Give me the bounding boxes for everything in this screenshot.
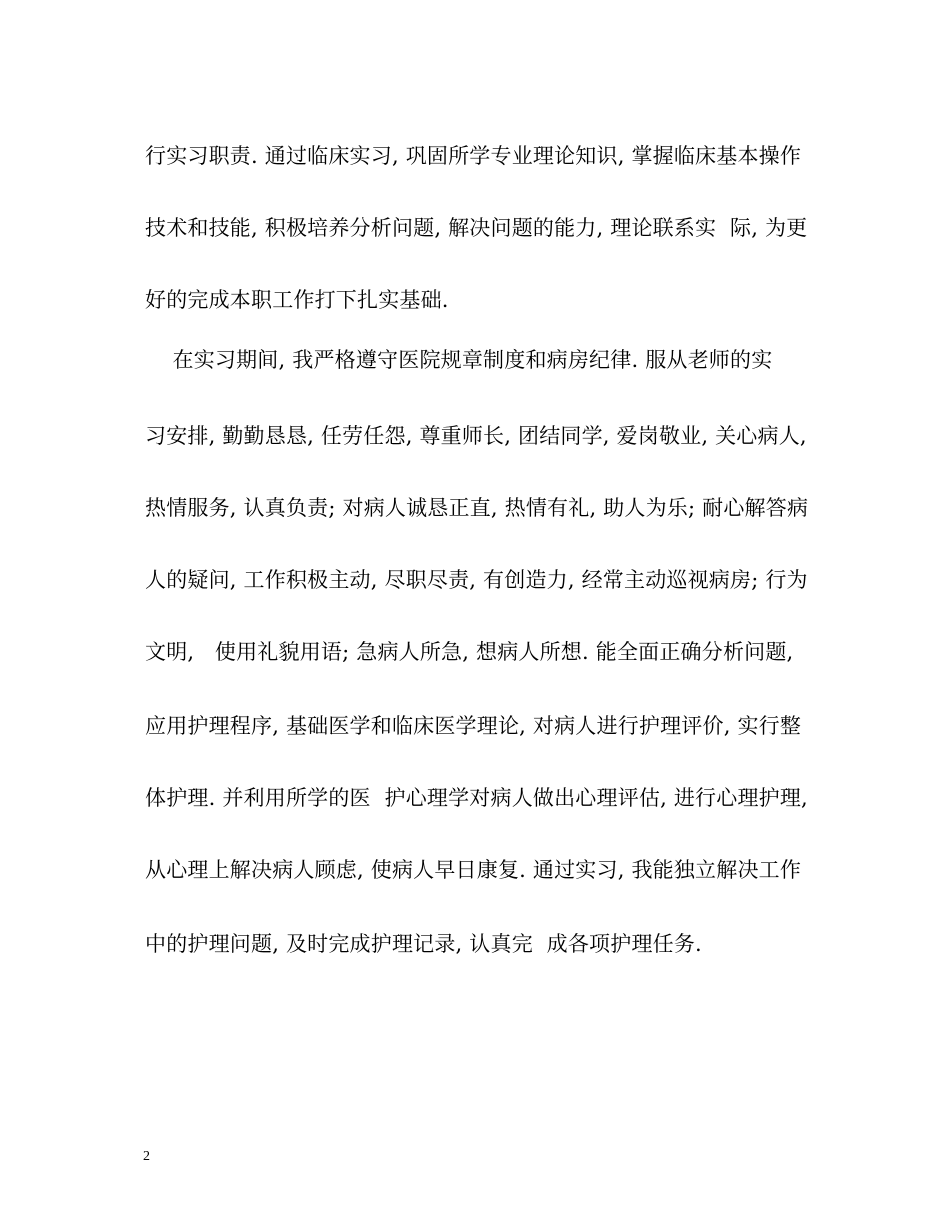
text-line-6: 热情服务, 认真负责; 对病人诚恳正直, 热情有礼, 助人为乐; 耐心解答病 — [145, 496, 809, 520]
text-line-11: 从心理上解决病人顾虑, 使病人早日康复. 通过实习, 我能独立解决工作 — [145, 858, 802, 882]
text-line-12: 中的护理问题, 及时完成护理记录, 认真完 成各项护理任务. — [145, 932, 702, 956]
text-line-3: 好的完成本职工作打下扎实基础. — [145, 288, 449, 312]
text-line-7: 人的疑问, 工作积极主动, 尽职尽责, 有创造力, 经常主动巡视病房; 行为 — [145, 568, 808, 592]
text-line-5: 习安排, 勤勤恳恳, 任劳任怨, 尊重师长, 团结同学, 爱岗敬业, 关心病人, — [145, 424, 807, 448]
text-line-8: 文明, 使用礼貌用语; 急病人所急, 想病人所想. 能全面正确分析问题, — [145, 640, 794, 664]
text-line-4: 在实习期间, 我严格遵守医院规章制度和病房纪律. 服从老师的实 — [145, 348, 773, 372]
page-number: 2 — [143, 1149, 150, 1164]
text-line-2: 技术和技能, 积极培养分析问题, 解决问题的能力, 理论联系实 际, 为更 — [145, 216, 808, 240]
text-line-10: 体护理. 并利用所学的医 护心理学对病人做出心理评估, 进行心理护理, — [145, 786, 808, 810]
text-line-1: 行实习职责. 通过临床实习, 巩固所学专业理论知识, 掌握临床基本操作 — [145, 144, 802, 168]
text-line-9: 应用护理程序, 基础医学和临床医学理论, 对病人进行护理评价, 实行整 — [145, 714, 802, 738]
